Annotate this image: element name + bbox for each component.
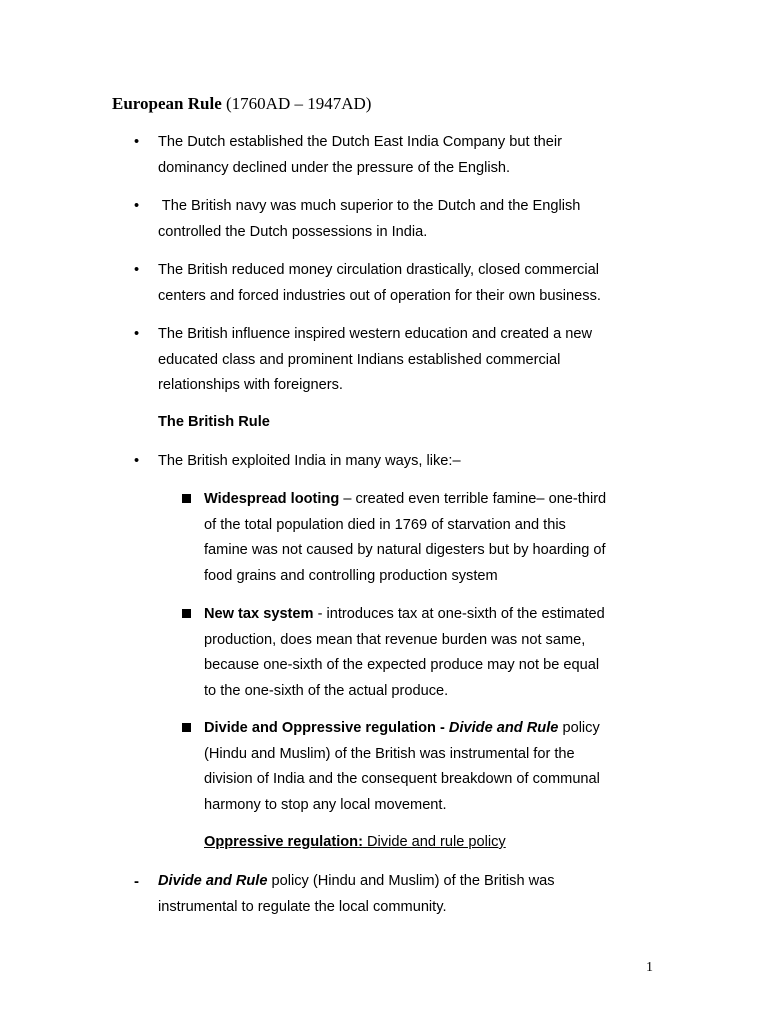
dash-item-bold-italic: Divide and Rule [158,873,268,889]
text-line: The British exploited India in many ways, like:– [158,453,461,469]
text-line: dominancy declined under the pressure of the English. [158,159,511,176]
text-line: The British reduced money circulation drastically, closed commercial [158,262,599,278]
text-line: (Hindu and Muslim) of the British was instrumental for the [204,745,575,762]
section-heading [112,92,371,116]
text-line: educated class and prominent Indians established commercial [158,351,561,368]
text-line: instrumental to regulate the local community. [158,898,447,915]
text-line: The British influence inspired western education and created a new [158,326,593,342]
text-line: division of India and the consequent breakdown of communal [204,771,600,787]
dash-marker: - [134,873,139,890]
sub-item-bold: Divide and Oppressive regulation - [204,720,449,736]
oppressive-regulation-line [204,830,506,856]
bullet-dot: • [134,198,140,214]
text-line: of the total population died in 1769 of starvation and this [204,516,566,533]
bullet-dot: • [134,262,140,278]
sub-item-text [204,602,605,704]
sub-item-text [204,487,606,589]
text-line: relationships with foreigners. [158,377,343,393]
dash-item-text [158,869,555,920]
bullet-text [158,130,562,181]
subheading-british-rule: The British Rule [158,414,270,430]
square-bullet-icon [182,609,191,618]
text-line: harmony to stop any local movement. [204,796,447,813]
bullet-text [158,322,592,399]
text-run: - introduces tax at one-sixth of the estimated [313,606,605,622]
bullet-text [158,449,461,475]
sub-item-bold: Widespread looting [204,491,340,507]
text-run: – created even terrible famine– one-third [339,491,607,507]
text-line: because one-sixth of the expected produce may not be equal [204,657,600,673]
text-line: centers and forced industries out of operation for their own business. [158,287,601,304]
bullet-dot: • [134,134,140,150]
bullet-dot: • [134,453,140,469]
sub-item-text [204,716,600,818]
text-line: food grains and controlling production system [204,567,498,584]
sub-item-bold: New tax system [204,606,314,622]
text-line: famine was not caused by natural digesters but by hoarding of [204,542,606,558]
text-line: controlled the Dutch possessions in India. [158,223,428,240]
oppressive-text: Divide and rule policy [362,834,506,850]
square-bullet-icon [182,723,191,732]
heading-title: European Rule [112,94,222,113]
bullet-text [158,258,601,309]
page-number: 1 [646,960,653,975]
sub-item-bold-italic: Divide and Rule [448,720,559,736]
text-run: policy (Hindu and Muslim) of the British was [267,873,555,889]
oppressive-label: Oppressive regulation: [204,834,363,850]
text-line: production, does mean that revenue burden was not same, [204,631,586,648]
square-bullet-icon [182,494,191,503]
text-run: policy [558,720,600,736]
bullet-text [158,194,580,245]
bullet-dot: • [134,326,140,342]
text-line: to the one-sixth of the actual produce. [204,682,449,699]
text-line: The British navy was much superior to the Dutch and the English [158,198,581,214]
text-line: The Dutch established the Dutch East India Company but their [158,134,562,150]
heading-years: (1760AD – 1947AD) [221,94,372,113]
